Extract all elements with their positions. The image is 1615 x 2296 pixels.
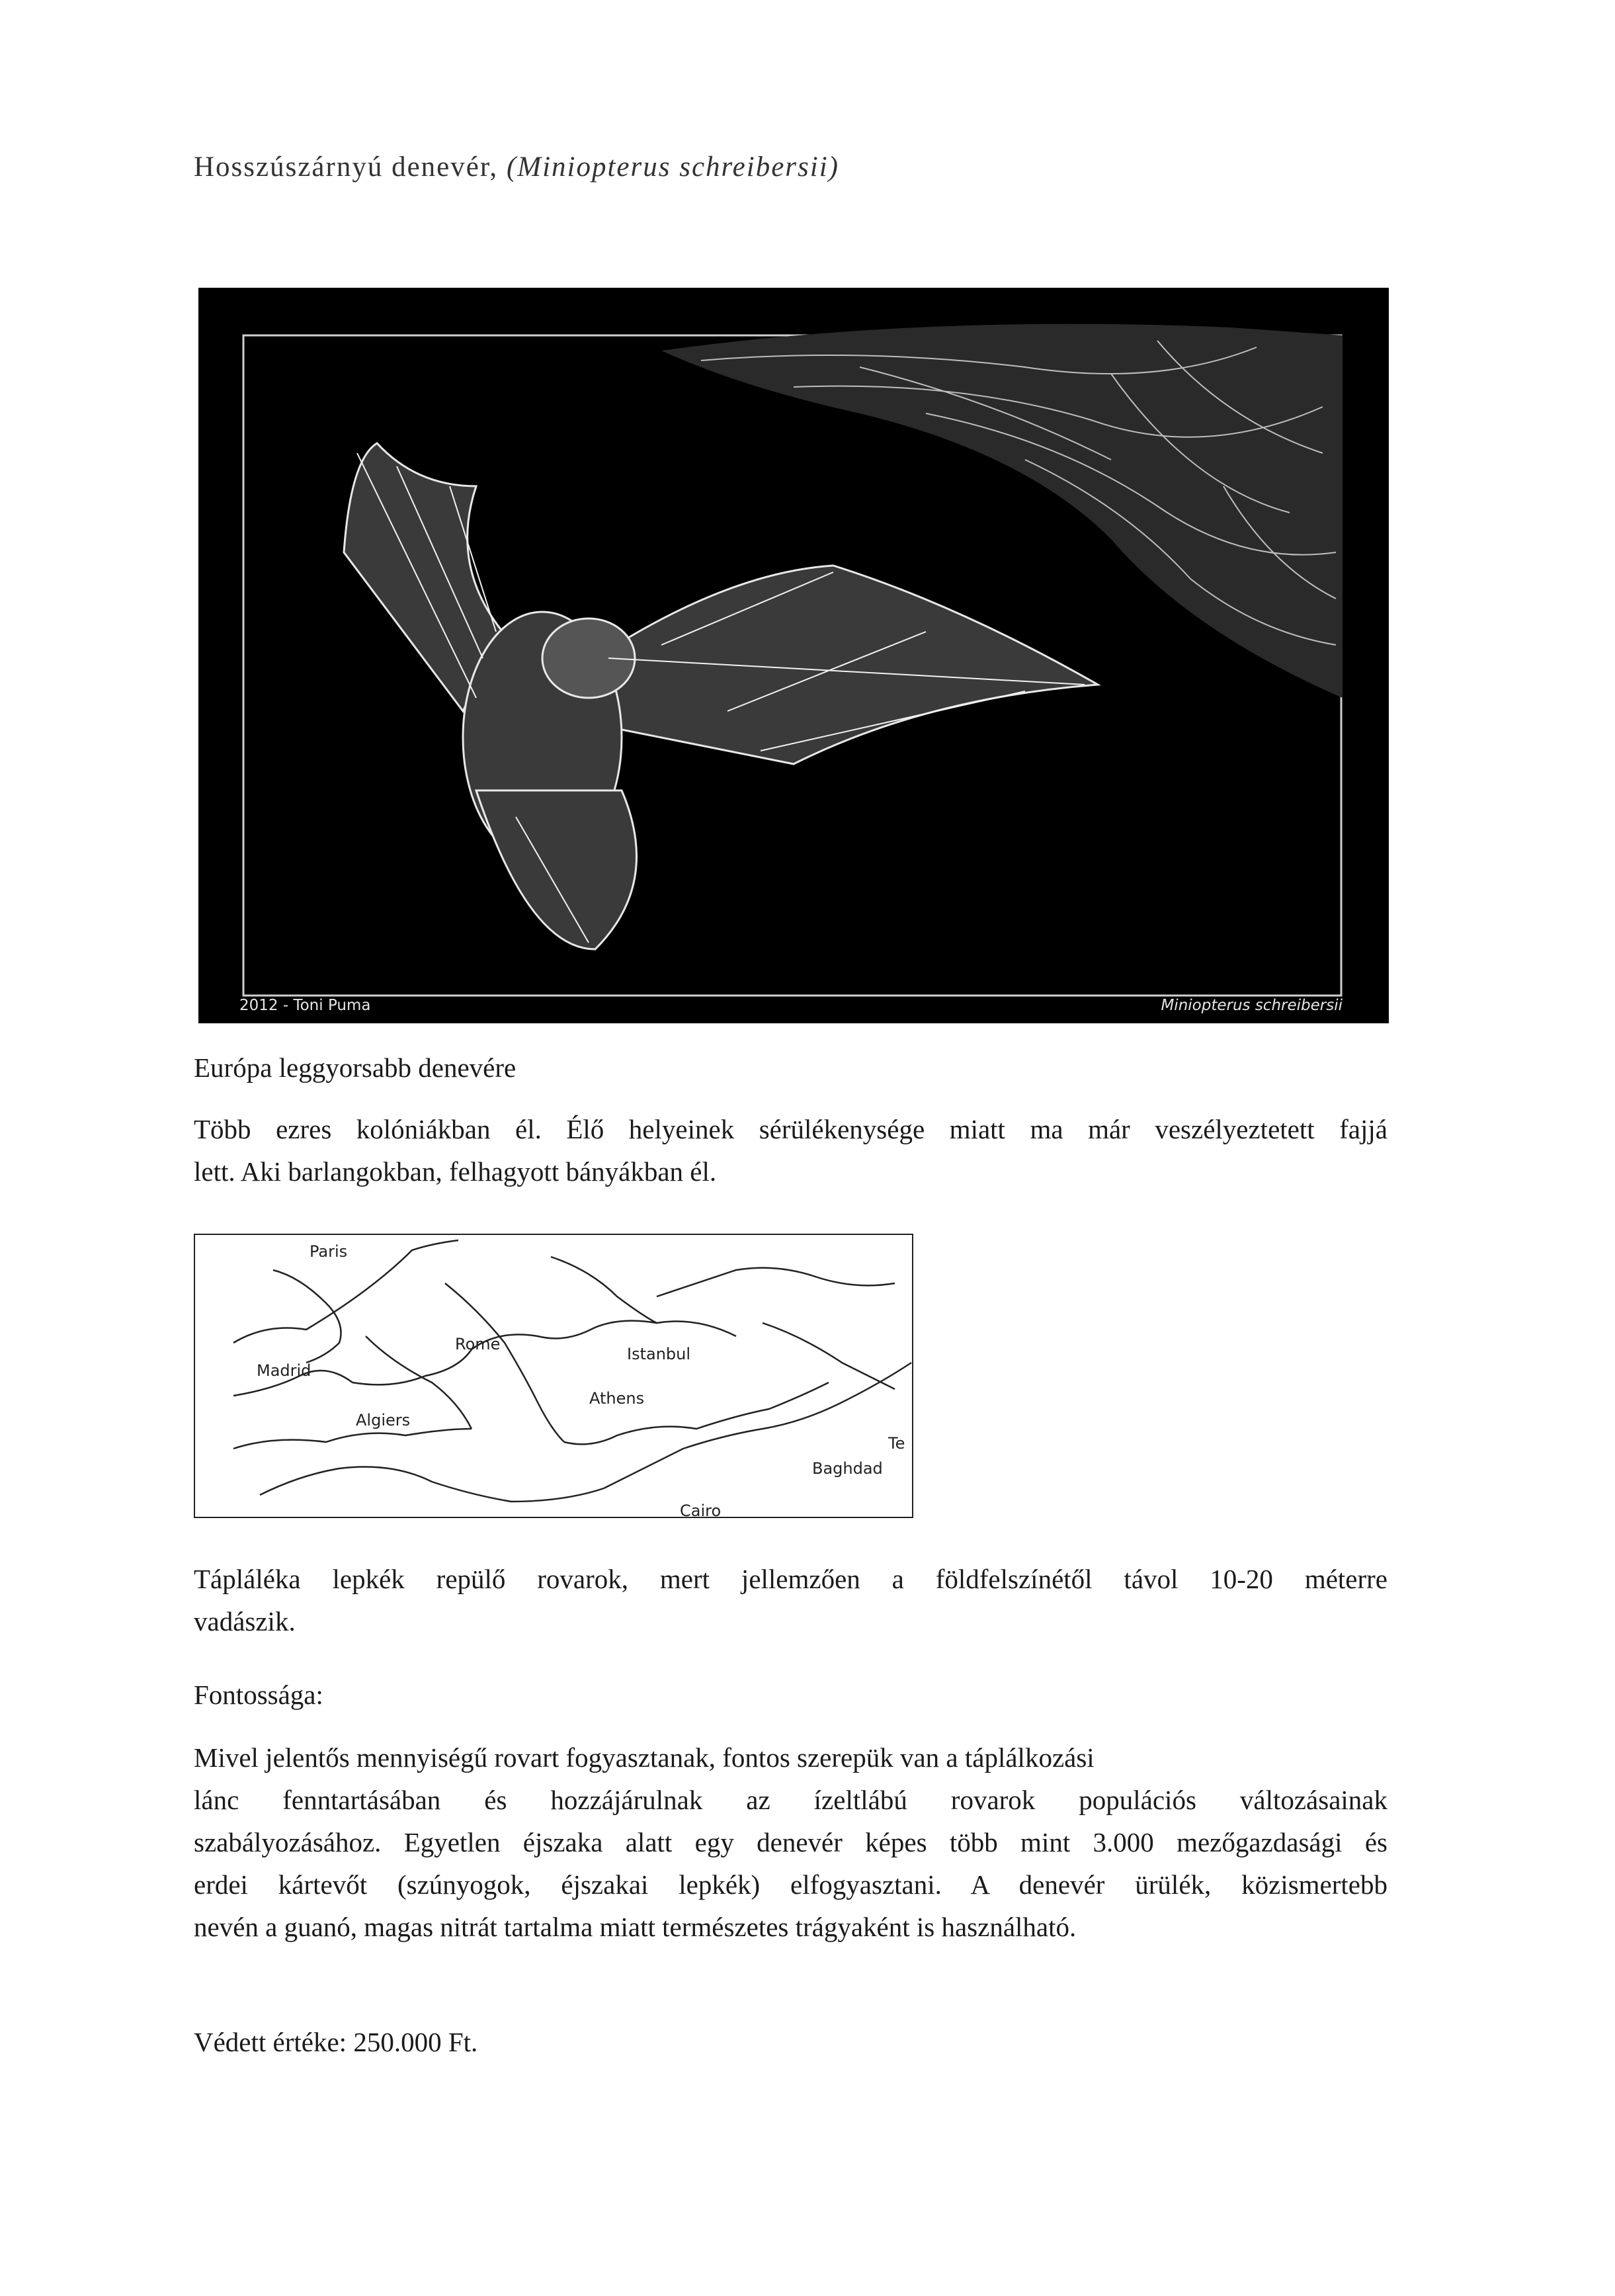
paragraph-1-line-2: lett. Aki barlangokban, felhagyott bányákban él.	[194, 1156, 717, 1187]
paragraph-1-line-1: Több ezres kolóniákban él. Élő helyeinek sérülékenysége miatt ma már veszélyeztetett fajjá	[194, 1114, 1387, 1144]
paragraph-3-line-1: Mivel jelentős mennyiségű rovart fogyasztanak, fontos szerepük van a táplálkozási	[194, 1742, 1095, 1773]
map-label-madrid: Madrid	[257, 1361, 311, 1380]
bat-illustration	[198, 288, 1389, 1023]
map-label-paris: Paris	[310, 1242, 348, 1261]
paragraph-3-line-2: lánc fenntartásában és hozzájárulnak az ízeltlábú rovarok populációs változásainak	[194, 1785, 1387, 1815]
map-label-baghdad: Baghdad	[812, 1459, 883, 1478]
paragraph-2-line-2: vadászik.	[194, 1606, 296, 1637]
map-label-tehran: Te	[888, 1434, 905, 1453]
range-map	[194, 1230, 915, 1520]
paragraph-2-line-1: Tápláléka lepkék repülő rovarok, mert jellemzően a földfelszínétől távol 10-20 méterre	[194, 1564, 1387, 1594]
title-latin-name: (Miniopterus schreibersii)	[506, 151, 839, 183]
map-label-athens: Athens	[589, 1389, 645, 1408]
map-label-istanbul: Istanbul	[627, 1345, 691, 1363]
bat-figure	[344, 443, 1098, 949]
photo-credit: 2012 - Toni Puma	[239, 997, 371, 1014]
map-label-algiers: Algiers	[356, 1411, 411, 1429]
subtitle: Európa leggyorsabb denevére	[194, 1052, 517, 1083]
protected-value: Védett értéke: 250.000 Ft.	[194, 2027, 478, 2057]
bat-photo	[198, 288, 1389, 1023]
section-heading-importance: Fontossága:	[194, 1679, 323, 1710]
title-common-name: Hosszúszárnyú denevér,	[194, 151, 499, 183]
range-map-illustration	[194, 1230, 915, 1520]
paragraph-3-line-4: erdei kártevőt (szúnyogok, éjszakai lepkék) elfogyasztani. A denevér ürülék, közismertebb	[194, 1869, 1387, 1900]
paragraph-3-line-5: nevén a guanó, magas nitrát tartalma miatt természetes trágyaként is használható.	[194, 1912, 1077, 1942]
map-label-cairo: Cairo	[680, 1502, 722, 1520]
photo-species-label: Miniopterus schreibersii	[1161, 997, 1343, 1014]
paragraph-3-line-3: szabályozásához. Egyetlen éjszaka alatt egy denevér képes több mint 3.000 mezőgazdasági és	[194, 1827, 1387, 1857]
map-label-rome: Rome	[455, 1335, 501, 1353]
page-title	[194, 151, 839, 183]
